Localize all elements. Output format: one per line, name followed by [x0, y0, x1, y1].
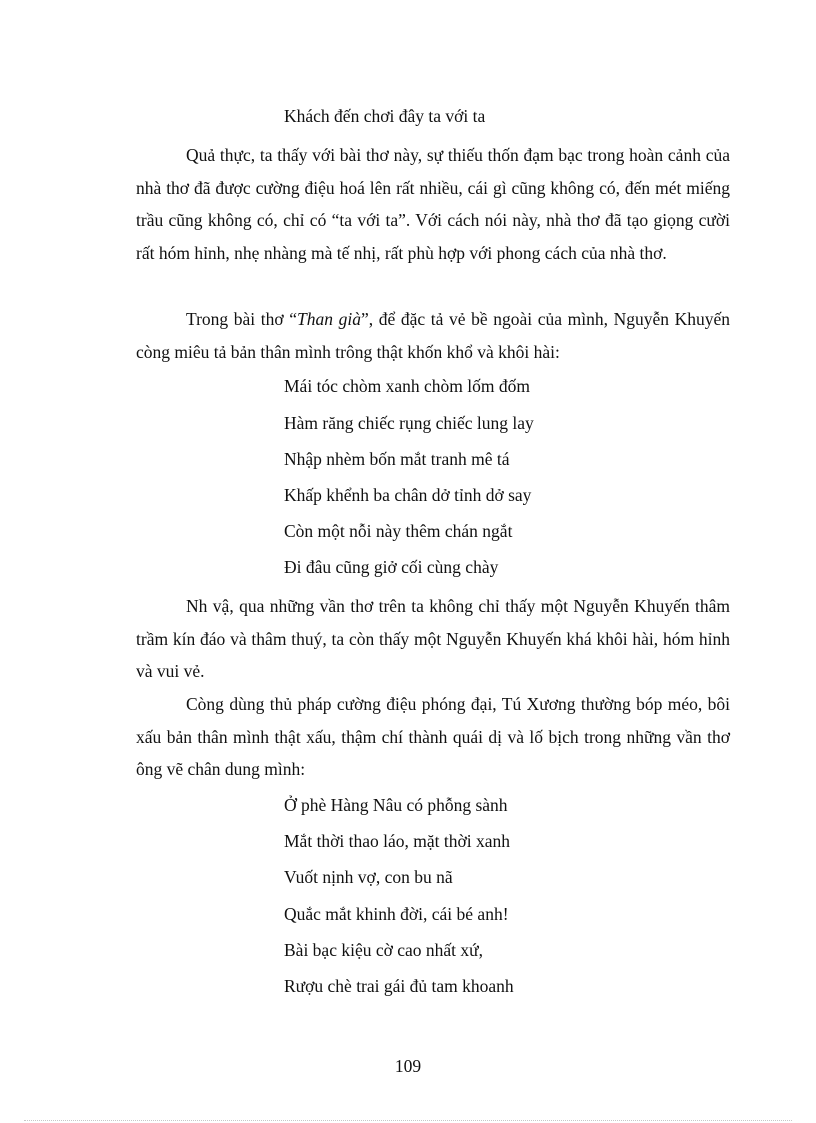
verse-line: Hàm răng chiếc rụng chiếc lung lay	[284, 413, 534, 433]
verse-line: Rượu chè trai gái đủ tam khoanh	[284, 976, 514, 996]
paragraph	[136, 688, 730, 786]
poem-title: Than già	[297, 309, 361, 329]
paragraph-text: Nh vậ, qua những vần thơ trên ta không chỉ thấy một Nguyễn Khuyến thâm trầm kín đáo và thâm thuý, ta còn thấy một Nguyễn Khuyến khá khôi hài, hóm hỉnh và vui vẻ.	[136, 596, 730, 681]
paragraph-text: Còng dùng thủ pháp cường điệu phóng đại, Tú Xương thường bóp méo, bôi xấu bản thân mình thật xấu, thậm chí thành quái dị và lố bịch trong những vần thơ ông vẽ chân dung mình:	[136, 694, 730, 779]
verse-line: Vuốt nịnh vợ, con bu nã	[284, 867, 453, 887]
page-bottom-divider	[24, 1120, 792, 1121]
verse-line: Ở phè Hàng Nâu có phỗng sành	[284, 795, 508, 815]
verse-line: Khấp khểnh ba chân dở tỉnh dở say	[284, 485, 532, 505]
verse-line: Nhập nhèm bốn mắt tranh mê tá	[284, 449, 510, 469]
verse-line: Mái tóc chòm xanh chòm lốm đốm	[284, 376, 530, 396]
verse-line: Mắt thời thao láo, mặt thời xanh	[284, 831, 511, 851]
paragraph-text: Quả thực, ta thấy với bài thơ này, sự thiếu thốn đạm bạc trong hoàn cảnh của nhà thơ đã được cường điệu hoá lên rất nhiều, cái gì cũng không có, đến mét miếng trầu cũng không có, chỉ có “ta với ta”. Với cách nói này, nhà thơ đã tạo giọng cười rất hóm hỉnh, nhẹ nhàng mà tế nhị, rất phù hợp với phong cách của nhà thơ.	[136, 145, 730, 263]
paragraph	[136, 303, 730, 368]
verse-line: Còn một nỗi này thêm chán ngắt	[284, 521, 513, 541]
verse-line: Quắc mắt khinh đời, cái bé anh!	[284, 904, 509, 924]
verse-line: Bài bạc kiệu cờ cao nhất xứ,	[284, 940, 484, 960]
paragraph	[136, 139, 730, 269]
page-number: 109	[394, 1056, 422, 1076]
paragraph-text: ”, để đặc tả vẻ bề ngoài của mình, Nguyễn Khuyến còng miêu tả bản thân mình trông thật khốn khổ và khôi hài:	[136, 309, 730, 362]
paragraph	[136, 590, 730, 688]
verse-line: Đi đâu cũng giở cối cùng chày	[284, 557, 499, 577]
verse-line: Khách đến chơi đây ta với ta	[284, 106, 486, 126]
paragraph-text: Trong bài thơ “	[186, 309, 297, 329]
